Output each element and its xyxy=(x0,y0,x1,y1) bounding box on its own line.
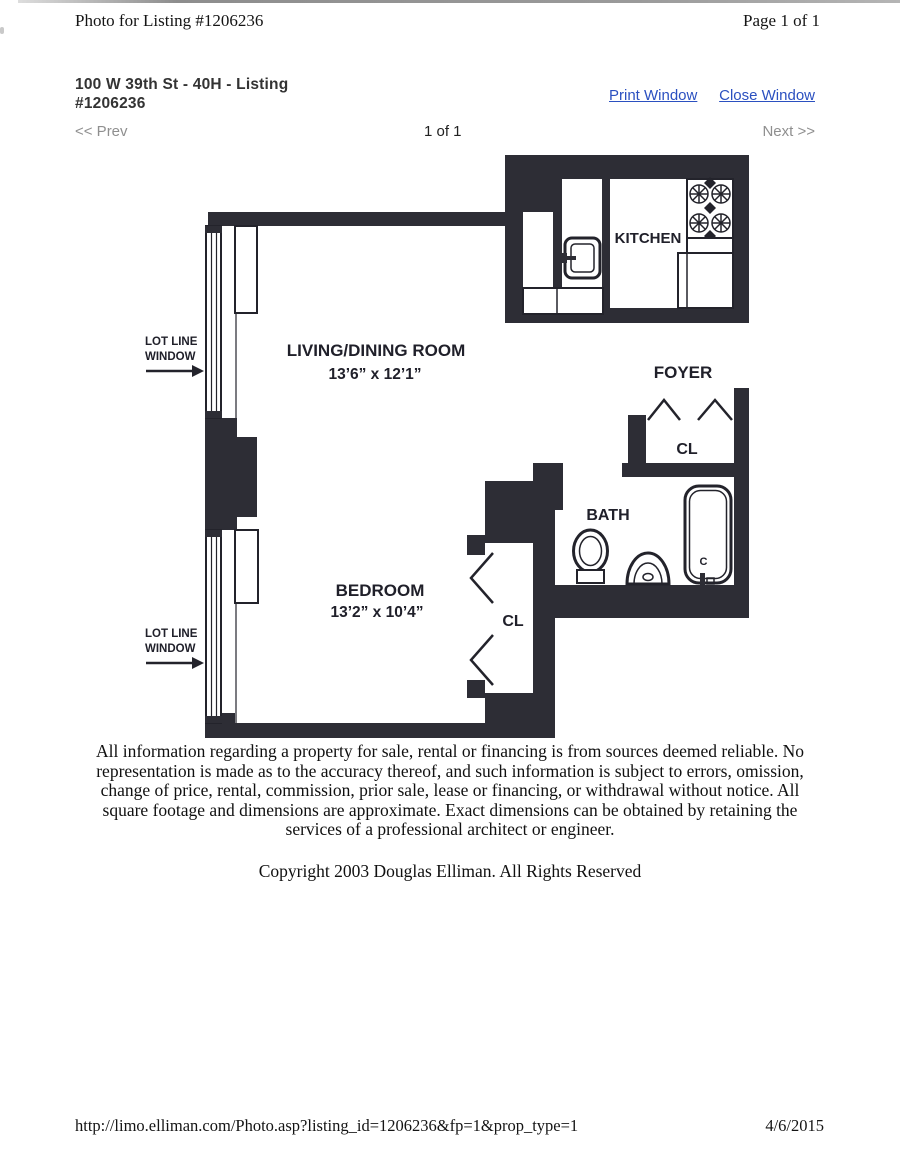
bedroom-dimensions: 13’2” x 10’4” xyxy=(330,604,424,621)
close-window-link[interactable]: Close Window xyxy=(719,87,815,104)
page-title-line2: #1206236 xyxy=(75,95,146,112)
lot-line-label-1a: LOT LINE xyxy=(145,336,198,348)
disclaimer-line: representation is made as to the accuracy thereof, and such information is subject to errors, omission, xyxy=(96,760,804,781)
print-header-page: Page 1 of 1 xyxy=(743,11,820,30)
kitchen-label: KITCHEN xyxy=(614,230,682,247)
scan-edge-artifact xyxy=(18,0,900,3)
lot-line-annotation-upper xyxy=(145,336,204,377)
floor-plan-image xyxy=(140,150,760,750)
stove-icon xyxy=(687,177,733,242)
lot-line-label-2a: LOT LINE xyxy=(145,628,198,640)
foyer-label: FOYER xyxy=(653,363,713,382)
disclaimer-line: All information regarding a property for sale, rental or financing is from sources deemed reliable. No xyxy=(95,741,804,761)
convector-icon-living xyxy=(235,226,257,313)
refrigerator-icon xyxy=(678,253,733,308)
toilet-icon xyxy=(574,530,608,583)
tub-mark-label: C xyxy=(699,556,708,568)
bathtub-icon xyxy=(685,486,731,585)
closet-door-icon-foyer xyxy=(648,400,732,420)
bath-sink-icon xyxy=(627,553,669,584)
disclaimer-line: change of price, rental, commission, prior sale, lease or financing, or withdrawal without notice. All xyxy=(100,780,800,801)
page-title xyxy=(75,75,288,113)
footer-date: 4/6/2015 xyxy=(765,1116,824,1135)
bedroom-label: BEDROOM xyxy=(335,581,425,600)
lot-line-window-icon-upper xyxy=(205,226,222,418)
disclaimer-line: services of a professional architect or engineer. xyxy=(285,819,615,840)
living-dining-dimensions: 13’6” x 12’1” xyxy=(328,366,422,383)
footer-url: http://limo.elliman.com/Photo.asp?listing_id=1206236&fp=1&prop_type=1 xyxy=(75,1116,579,1135)
foyer-closet-label: CL xyxy=(676,441,698,458)
lot-line-annotation-lower xyxy=(145,628,204,669)
page-title-line1: 100 W 39th St - 40H - Listing xyxy=(75,76,289,93)
bedroom-closet-label: CL xyxy=(502,613,524,630)
pager-indicator: 1 of 1 xyxy=(424,123,462,140)
closet-door-icon-bedroom xyxy=(471,553,493,685)
bath-label: BATH xyxy=(586,507,630,524)
kitchen-cabinet-icon xyxy=(523,288,603,314)
lot-line-label-2b: WINDOW xyxy=(145,643,196,655)
convector-icon-bedroom xyxy=(235,530,258,603)
kitchen-counter-icon xyxy=(687,238,733,254)
print-window-link[interactable]: Print Window xyxy=(609,87,698,104)
lot-line-label-1b: WINDOW xyxy=(145,351,196,363)
copyright-text: Copyright 2003 Douglas Elliman. All Rights Reserved xyxy=(258,861,642,881)
pager-next-link[interactable]: Next >> xyxy=(762,123,815,140)
kitchen-sink-icon xyxy=(561,238,600,278)
living-dining-label: LIVING/DINING ROOM xyxy=(286,341,466,360)
lot-line-window-icon-lower xyxy=(205,530,222,723)
pager-prev-link[interactable]: << Prev xyxy=(75,123,128,140)
print-header-title: Photo for Listing #1206236 xyxy=(75,11,264,30)
scan-speck-artifact xyxy=(0,27,4,34)
disclaimer-text xyxy=(80,742,820,840)
disclaimer-line: square footage and dimensions are approximate. Exact dimensions can be obtained by retaining the xyxy=(102,799,798,820)
